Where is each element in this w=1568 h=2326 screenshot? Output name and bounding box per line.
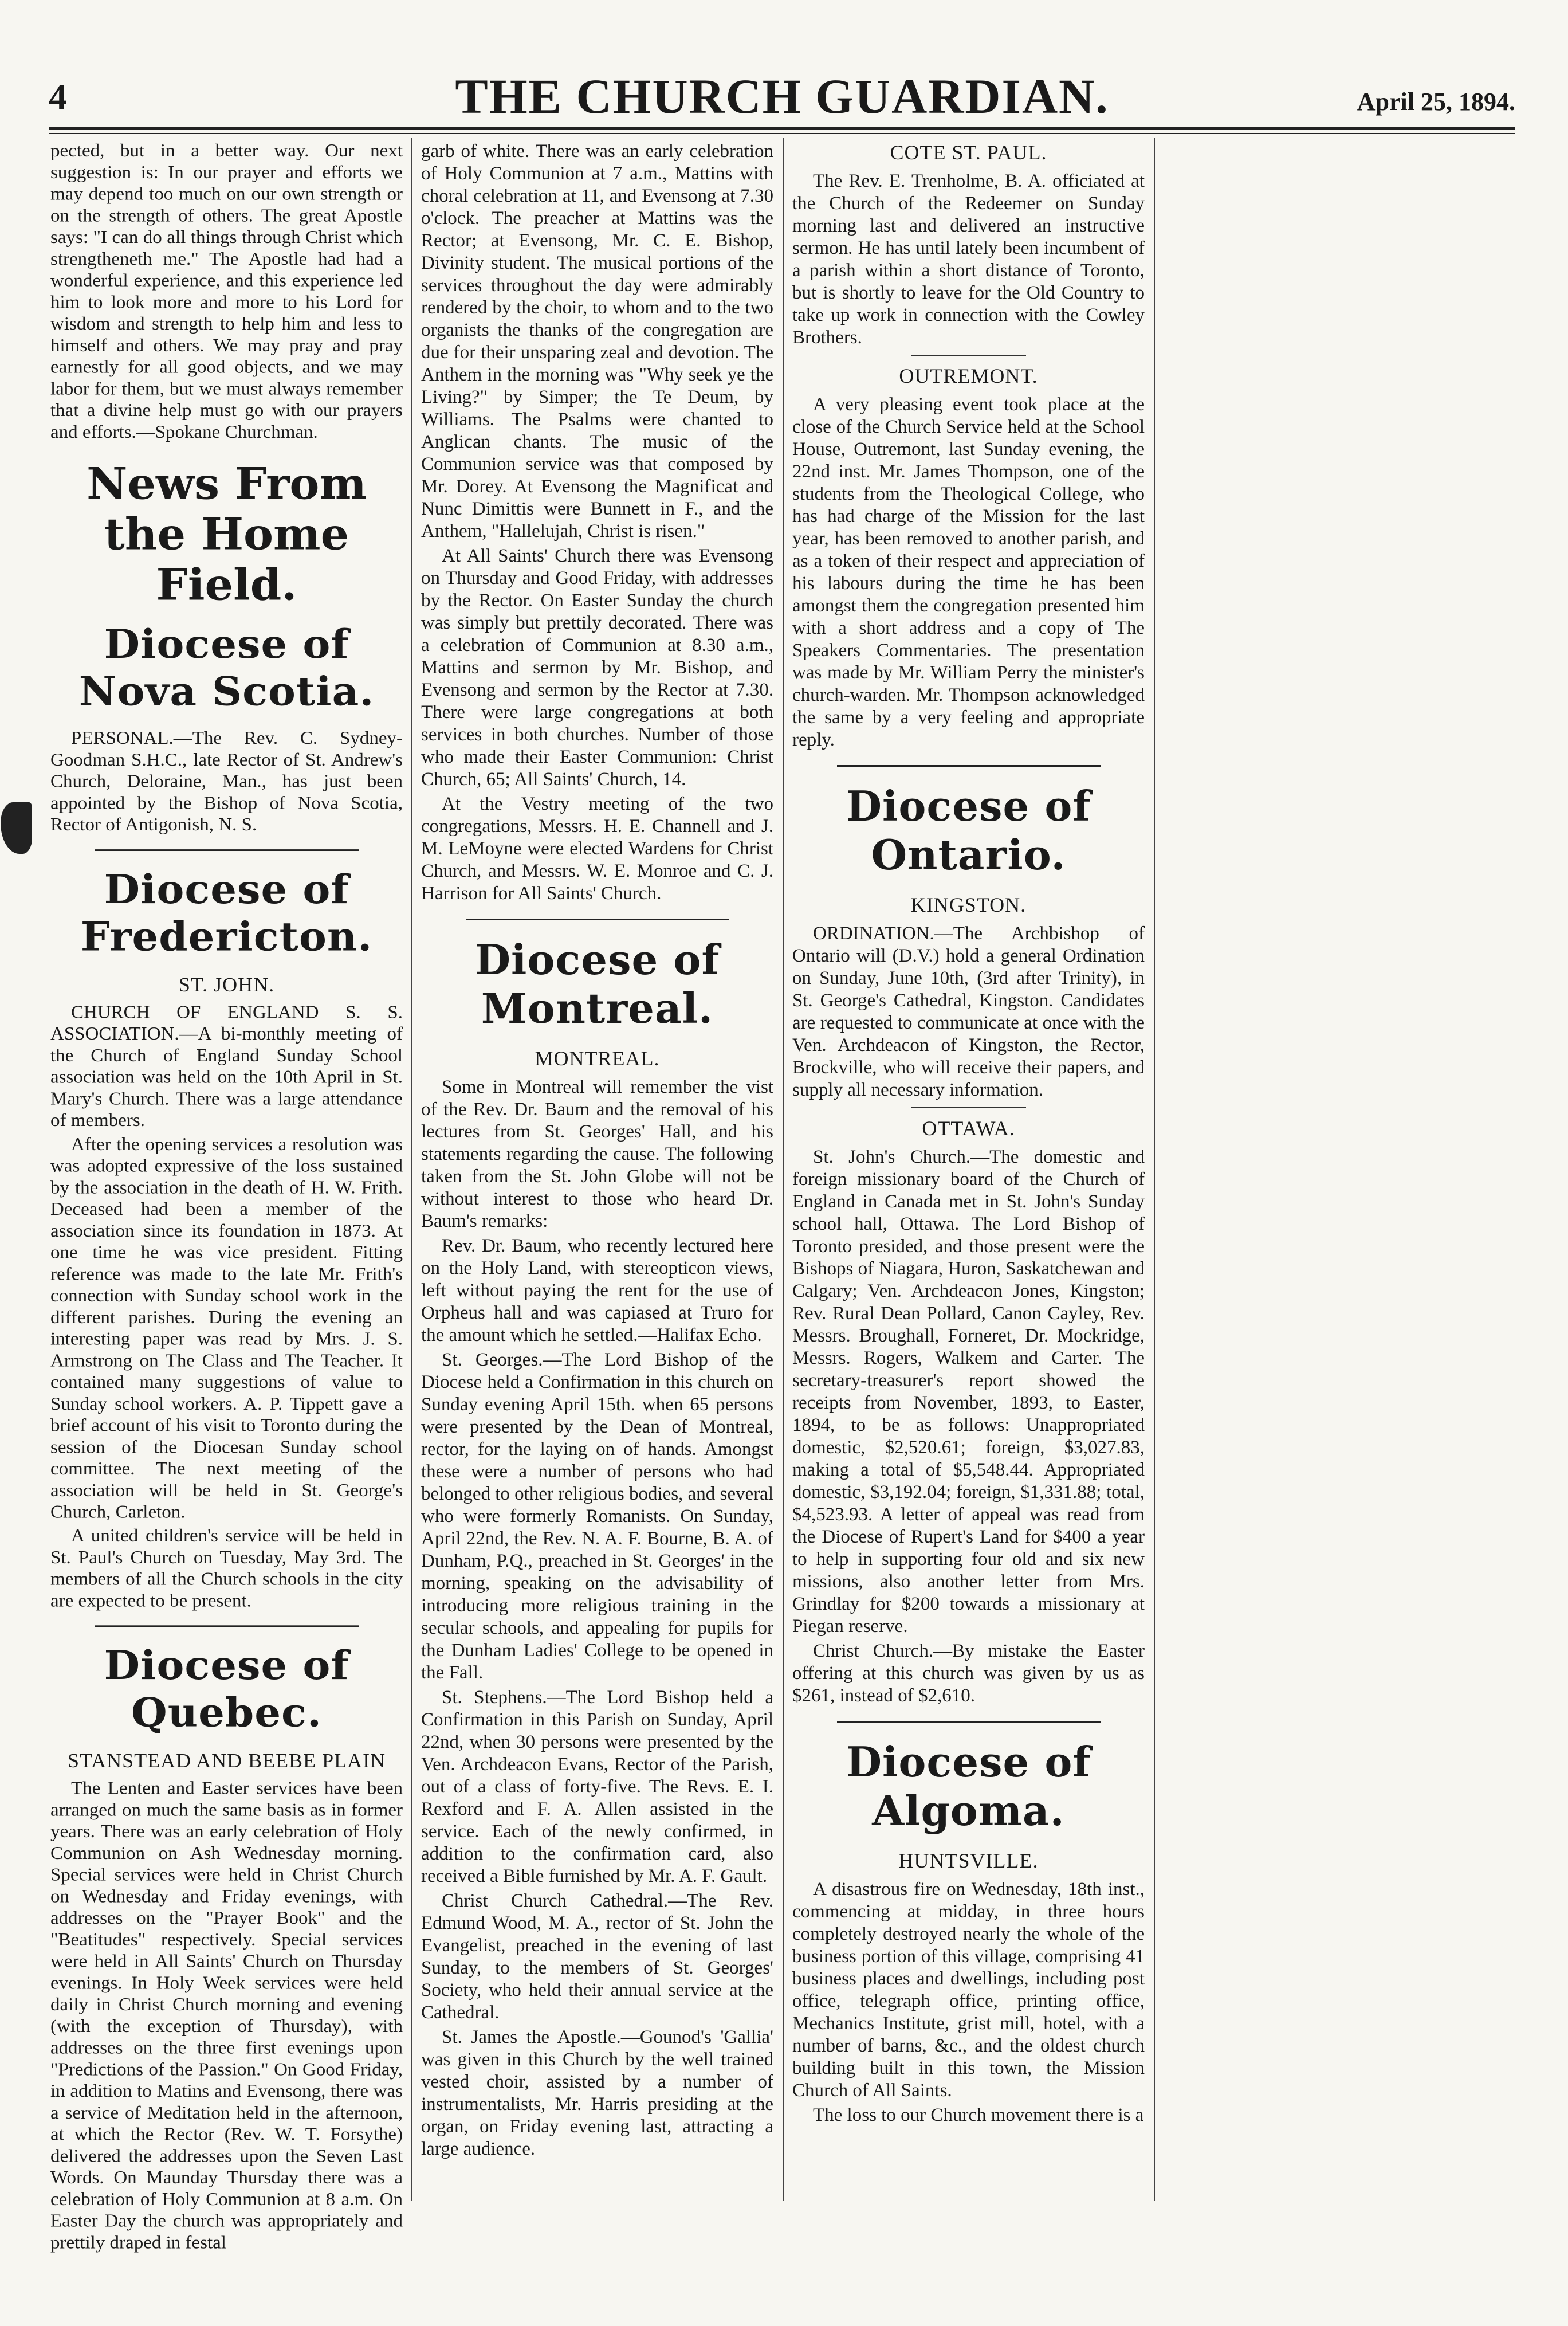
place-heading: STANSTEAD AND BEEBE PLAIN bbox=[67, 1750, 386, 1772]
place-heading: OUTREMONT. bbox=[899, 364, 1038, 387]
issue-date: April 25, 1894. bbox=[1357, 88, 1515, 116]
masthead bbox=[49, 63, 1515, 126]
article-paragraph: A very pleasing event took place at the close of the Church Service held at the School House, Outremont, last Sunday evening, the 22nd inst. Mr. James Thompson, one of the students from the Theological College, who has had charge of the Mission for the last year, has been removed to another parish, and as a token of their respect and appreciation of his labours during the time he has been amongst them the congregation presented him with a short address and a copy of The Speakers Commentaries. The presentation was made by Mr. William Perry the minister's church-warden. Mr. Thompson acknowledged the same by a very feeling and appropriate reply. bbox=[792, 394, 1145, 750]
diocese-heading: Diocese of Quebec. bbox=[104, 1641, 349, 1736]
article-paragraph: Christ Church.—By mistake the Easter offering at this church was given by us as $261, instead of $2,610. bbox=[792, 1641, 1145, 1706]
newspaper-title: THE CHURCH GUARDIAN. bbox=[455, 69, 1109, 124]
place-heading: KINGSTON. bbox=[910, 893, 1027, 916]
article-paragraph: PERSONAL.—The Rev. C. Sydney-Goodman S.H.C., late Rector of St. Andrew's Church, Deloraine, Man., has just been appointed by the Bishop of Nova Scotia, Rector of Antigonish, N. S. bbox=[50, 728, 403, 835]
article-paragraph: The Rev. E. Trenholme, B. A. officiated at the Church of the Redeemer on Sunday morning last and delivered an instructive sermon. He has until lately been incumbent of a parish within a short distance of Toronto, but is shortly to leave for the Old Country to take up work in connection with the Cowley Brothers. bbox=[792, 171, 1145, 348]
article-paragraph: After the opening services a resolution was was adopted expressive of the loss sustained by the association in the death of H. W. Frith. Deceased had been a member of the association since its foundation in 1873. At one time he was vice president. Fitting reference was made to the late Mr. Frith's connection with Sunday school work in the different parishes. During the evening an interesting paper was read by Mrs. J. S. Armstrong on The Class and The Teacher. It contained many suggestions of value to Sunday school workers. A. P. Tippett gave a brief account of his visit to Toronto during the session of the Diocesan Sunday school committee. The next meeting of the association will be held in St. George's Church, Carleton. bbox=[50, 1134, 403, 1523]
quoted-paragraph: Rev. Dr. Baum, who recently lectured here on the Holy Land, with stereopticon views, left without paying the rent for the use of Orpheus hall and was capiased at Truro for the amount which he settled.—Halifax Echo. bbox=[421, 1235, 773, 1346]
sub-rule bbox=[911, 355, 1026, 356]
masthead-rule bbox=[49, 127, 1515, 130]
article-paragraph: St. John's Church.—The domestic and foreign missionary board of the Church of England in Canada met in St. John's Sunday school hall, Ottawa. The Lord Bishop of Toronto presided, and those present were the Bishops of Niagara, Huron, Saskatchewan and Calgary; Ven. Archdeacon Jones, Kingston; Rev. Rural Dean Pollard, Canon Cayley, Rev. Messrs. Broughall, Forneret, Dr. Mockridge, Messrs. Rogers, Walkem and Carter. The secretary-treasurer's report showed the receipts from November, 1893, to Easter, 1894, to be as follows: Unappropriated domestic, $2,520.61; foreign, $3,027.83, making a total of $5,548.44. Appropriated domestic, $3,192.04; foreign, $1,331.88; total, $4,523.93. A letter of appeal was read from the Diocese of Rupert's Land for $400 a year to help in supporting four old and six new missions, also another letter from Mrs. Grindlay for $200 towards a missionary at Piegan reserve. bbox=[792, 1147, 1145, 1637]
diocese-heading: Diocese of Algoma. bbox=[846, 1737, 1091, 1835]
column-2-text bbox=[421, 140, 773, 2160]
article-paragraph: At the Vestry meeting of the two congregations, Messrs. H. E. Channell and J. M. LeMoyne were elected Wardens for Christ Church, and Messrs. W. E. Monroe and C. J. Harrison for All Saints' Church. bbox=[421, 794, 773, 904]
column-divider bbox=[783, 138, 784, 2201]
diocese-heading: Diocese of Nova Scotia. bbox=[78, 620, 375, 715]
sub-rule bbox=[911, 1107, 1026, 1108]
article-paragraph: ORDINATION.—The Archbishop of Ontario will (D.V.) hold a general Ordination on Sunday, June 10th, (3rd after Trinity), in St. George's Cathedral, Kingston. Candidates are requested to communicate at once with the Ven. Archdeacon of Kingston, the Rector, Brockville, who will receive their papers, and supply all necessary information. bbox=[792, 923, 1145, 1100]
column-1-text bbox=[50, 140, 403, 2254]
section-rule bbox=[837, 1721, 1101, 1723]
article-paragraph: Some in Montreal will remember the vist of the Rev. Dr. Baum and the removal of his lectures from St. Georges' Hall, and his statements regarding the cause. The following taken from the St. John Globe will not be without interest to those who heard Dr. Baum's remarks: bbox=[421, 1077, 773, 1231]
section-rule bbox=[95, 849, 359, 851]
ink-blot bbox=[1, 802, 32, 854]
article-paragraph: St. Georges.—The Lord Bishop of the Diocese held a Confirmation in this church on Sunday evening April 15th. when 65 persons were presented by the Dean of Montreal, rector, for the laying on of hands. Amongst these were a number of persons who had belonged to other religious bodies, and several who were formerly Romanists. On Sunday, April 22nd, the Rev. N. A. F. Bourne, B. A. of Dunham, P.Q., preached in St. Georges' in the morning, speaking on the advisability of introducing more religious training in the secular schools, and appealing for pupils for the Dunham Ladies' College to be opened in the Fall. bbox=[421, 1350, 773, 1683]
place-heading: ST. JOHN. bbox=[178, 973, 275, 996]
diocese-heading: Diocese of Ontario. bbox=[846, 782, 1091, 879]
column-divider bbox=[411, 138, 412, 2201]
section-rule bbox=[466, 919, 729, 920]
diocese-heading: Diocese of Montreal. bbox=[474, 935, 720, 1033]
column-divider bbox=[1154, 138, 1155, 2201]
place-heading: COTE ST. PAUL. bbox=[890, 141, 1047, 164]
masthead-rule-thin bbox=[49, 133, 1515, 134]
place-heading: OTTAWA. bbox=[922, 1117, 1015, 1140]
diocese-heading: Diocese of Fredericton. bbox=[80, 865, 373, 960]
article-paragraph: A disastrous fire on Wednesday, 18th inst., commencing at midday, in three hours completely destroyed nearly the whole of the business portion of this village, comprising 41 business places and dwellings, including post office, telegraph office, printing office, Mechanics Institute, grist mill, hotel, with a number of barns, &c., and the oldest church building built in this town, the Mission Church of All Saints. bbox=[792, 1879, 1145, 2101]
column-3 bbox=[792, 140, 1145, 2129]
article-paragraph: Christ Church Cathedral.—The Rev. Edmund Wood, M. A., rector of St. John the Evangelist, preached in the evening of last Sunday, to the members of St. Georges' Society, who held their annual service at the Cathedral. bbox=[421, 1890, 773, 2023]
article-paragraph: The Lenten and Easter services have been arranged on much the same basis as in former years. There was an early celebration of Holy Communion on Ash Wednesday morning. Special services were held in Christ Church on Wednesday and Friday evenings, with addresses on the "Prayer Book" and the "Beatitudes" respectively. Special services were held in All Saints' Church on Thursday evenings. In Holy Week services were held daily in Christ Church morning and evening (with the exception of Thursday), with addresses on the three first evenings upon "Predictions of the Passion." On Good Friday, in addition to Matins and Evensong, there was a service of Meditation held in the afternoon, at which the Rector (Rev. W. T. Forsythe) delivered the addresses upon the Seven Last Words. On Maunday Thursday there was a celebration of Holy Communion at 8 a.m. On Easter Day the church was appropriately and prettily draped in festal bbox=[50, 1778, 403, 2253]
article-paragraph: St. James the Apostle.—Gounod's 'Gallia' was given in this Church by the well trained vested choir, assisted by a number of instrumentalists, Mr. Harris presiding at the organ, on Friday evening last, attracting a large audience. bbox=[421, 2027, 773, 2159]
column-2 bbox=[421, 140, 773, 2163]
article-paragraph: St. Stephens.—The Lord Bishop held a Confirmation in this Parish on Sunday, April 22nd, when 30 persons were presented by the Ven. Archdeacon Evans, Rector of the Parish, out of a class of forty-five. The Revs. E. I. Rexford and F. A. Allen assisted in the service. Each of the newly confirmed, in addition to the confirmation card, also received a Bible furnished by Mr. A. F. Gault. bbox=[421, 1687, 773, 1886]
article-paragraph: pected, but in a better way. Our next suggestion is: In our prayer and efforts we may depend too much on our own strength or on the strength of others. The great Apostle says: "I can do all things through Christ which strengtheneth me." The Apostle had had a wonderful experience, and this experience led him to look more and more to his Lord for wisdom and strength to help him and less to himself and others. We may pray and pray earnestly for all good objects, and we may labor for them, but we must always remember that a divine help must go with our prayers and efforts.—Spokane Churchman. bbox=[50, 140, 403, 442]
article-paragraph: CHURCH OF ENGLAND S. S. ASSOCIATION.—A bi-monthly meeting of the Church of England Sunday School association was held on the 10th April in St. Mary's Church. There was a large attendance of members. bbox=[50, 1002, 403, 1131]
page-number: 4 bbox=[49, 76, 67, 117]
column-1 bbox=[50, 140, 403, 2326]
section-rule bbox=[837, 765, 1101, 767]
section-rule bbox=[95, 1625, 359, 1627]
column-3-text bbox=[792, 140, 1145, 2127]
article-paragraph: A united children's service will be held in St. Paul's Church on Tuesday, May 3rd. The members of all the Church schools in the city are expected to be present. bbox=[50, 1526, 403, 1611]
article-paragraph: The loss to our Church movement there is a bbox=[813, 2105, 1144, 2125]
article-paragraph: garb of white. There was an early celebration of Holy Communion at 7 a.m., Mattins with choral celebration at 11, and Evensong at 7.30 o'clock. The preacher at Mattins was the Rector; at Evensong, Mr. C. E. Bishop, Divinity student. The musical portions of the services throughout the day were admirably rendered by the choir, to whom and to the two organists the thanks of the congregation are due for their unsparing zeal and devotion. The Anthem in the morning was "Why seek ye the Living?" by Simper; the Te Deum, by Williams. The Psalms were chanted to Anglican chants. The music of the Communion service was that composed by Mr. Dorey. At Evensong the Magnificat and Nunc Dimittis were Bunnett in F., and the Anthem, "Hallelujah, Christ is risen." bbox=[421, 141, 773, 542]
article-paragraph: At All Saints' Church there was Evensong on Thursday and Good Friday, with addresses by the Rector. On Easter Sunday the church was simply but prettily decorated. There was a celebration of Communion at 8.30 a.m., Mattins and sermon by Mr. Bishop, and Evensong and sermon by the Rector at 7.30. There were large congregations at both services in both churches. Number of those who made their Easter Communion: Christ Church, 65; All Saints' Church, 14. bbox=[421, 546, 773, 790]
section-heading: News From the Home Field. bbox=[87, 458, 367, 610]
place-heading: MONTREAL. bbox=[535, 1047, 660, 1070]
place-heading: HUNTSVILLE. bbox=[898, 1849, 1039, 1872]
